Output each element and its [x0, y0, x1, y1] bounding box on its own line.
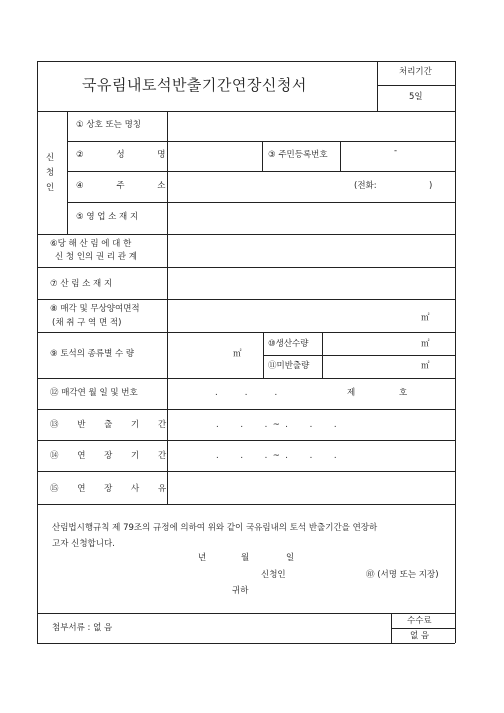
production-label: ⑩생산수량: [268, 339, 309, 349]
soil-quantity-field[interactable]: [168, 333, 262, 377]
rights-label-1: ⑥당 해 산 림 에 대 한: [50, 239, 132, 249]
phone-close: ): [429, 181, 433, 191]
resident-no-dash: -: [394, 146, 398, 156]
resident-col-line-a: [262, 141, 263, 171]
extension-reason-field[interactable]: [168, 472, 455, 503]
contract-date-dots: . . .: [215, 388, 278, 398]
resident-no-label: ③ 주민등록번호: [268, 150, 328, 160]
unshipped-unit: ㎡: [421, 361, 430, 371]
area-field[interactable]: [168, 300, 455, 331]
processing-period-label: 처리기간: [399, 67, 432, 77]
production-unit: ㎡: [421, 339, 430, 349]
contract-ho-label: 호: [399, 388, 408, 398]
applicant-label-2: 청: [46, 168, 55, 178]
area-label-2: (채 취 구 역 면 적): [52, 318, 122, 328]
resident-no-field[interactable]: [341, 142, 454, 170]
extension-period-label: ⑭ 연 장 기 간: [50, 451, 167, 461]
rights-label-2: 신 청 인의 권 리 관 계: [55, 252, 137, 262]
rights-field[interactable]: [168, 235, 455, 266]
address-field[interactable]: [168, 172, 455, 201]
applicant-signature-field[interactable]: [296, 566, 361, 582]
shipment-period-dates: . . . ~ . . .: [216, 420, 337, 430]
production-field[interactable]: [323, 333, 454, 354]
name-or-title-label: ① 상호 또는 명칭: [76, 120, 141, 130]
attachments-label: 첨부서류 : 없 음: [52, 623, 113, 633]
shipment-period-label: ⑬ 반 출 기 간: [50, 420, 167, 430]
border-left: [37, 61, 38, 643]
extension-reason-label: ⑮ 연 장 사 유: [50, 484, 167, 494]
name-label: ② 성 명: [76, 150, 166, 160]
border-bottom: [37, 643, 455, 644]
applicant-label-3: 인: [46, 183, 55, 193]
area-label-1: ⑧ 매각 및 무상양여면적: [50, 304, 140, 314]
name-field[interactable]: [168, 142, 261, 170]
area-unit: ㎡: [421, 313, 430, 323]
processing-period-value: 5일: [409, 92, 423, 102]
header-mid-line: [377, 85, 455, 86]
border-right: [455, 61, 456, 643]
unshipped-label: ⑪미반출량: [268, 361, 310, 371]
row-line: [37, 504, 455, 505]
form-title: 국유림내토석반출기간연장신청서: [82, 76, 307, 94]
footer-top-line: [37, 613, 455, 614]
border-top: [37, 61, 455, 62]
extension-period-dates: . . . ~ . . .: [216, 451, 337, 461]
phone-label: (전화:: [354, 181, 377, 191]
applicant-label-1: 신: [46, 153, 55, 163]
statement-line-2: 고자 신청합니다.: [52, 539, 115, 549]
applicant-sign-label: 신청인: [261, 570, 286, 580]
forest-location-field[interactable]: [168, 268, 455, 298]
unshipped-field[interactable]: [323, 356, 454, 377]
fee-label: 수수료: [407, 616, 432, 626]
date-month: 월: [241, 553, 250, 563]
soil-type-label: ⑨ 토석의 종류별 수 량: [50, 349, 135, 359]
date-year: 년: [198, 553, 207, 563]
date-day: 일: [286, 553, 295, 563]
statement-line-1: 산림법시행규칙 제 79조의 규정에 의하여 위와 같이 국유림내의 토석 반출기간을 연장하: [52, 523, 378, 533]
applicant-col-line: [67, 111, 68, 234]
fee-mid-line: [391, 628, 455, 629]
contract-date-label: ⑫ 매각연 월 일 및 번호: [50, 388, 138, 398]
soil-unit: ㎡: [233, 349, 242, 359]
address-label: ④ 주 소: [76, 181, 166, 191]
addressee-label: 귀하: [232, 586, 249, 596]
forest-location-label: ⑦ 산 림 소 재 지: [50, 279, 113, 289]
fee-value: 없 음: [410, 631, 430, 641]
seal-label: ㊞ (서명 또는 지장): [366, 570, 439, 580]
name-or-title-field[interactable]: [168, 112, 455, 140]
header-divider: [377, 61, 378, 111]
contract-no-label: 제: [347, 388, 356, 398]
business-location-label: ⑤ 영 업 소 재 지: [76, 212, 139, 222]
business-location-field[interactable]: [168, 203, 455, 233]
contract-date-field[interactable]: [168, 379, 455, 408]
